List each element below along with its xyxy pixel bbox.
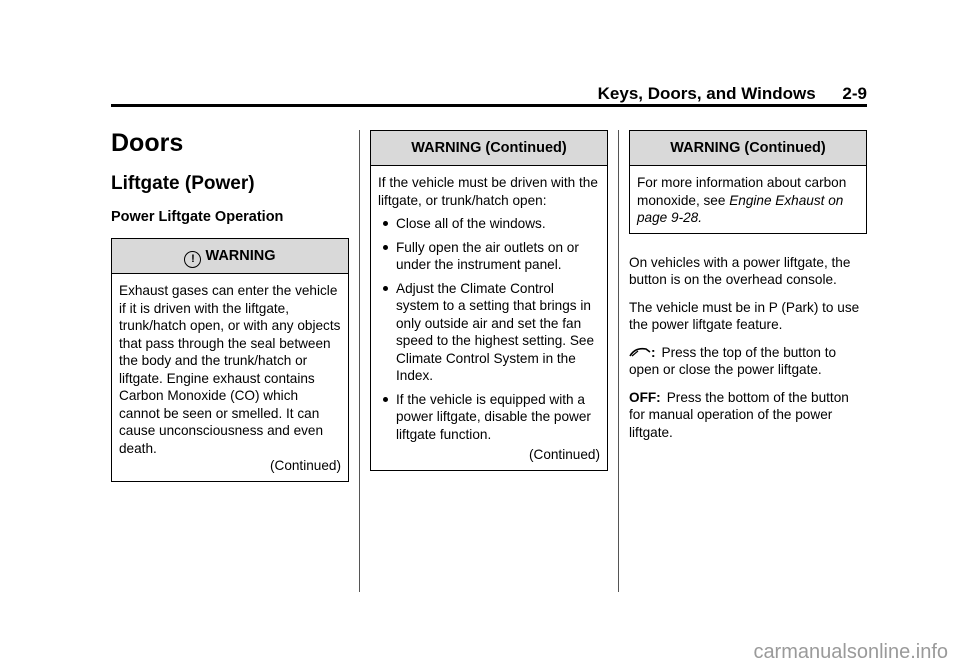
paragraph-off-button	[629, 389, 867, 442]
list-item: Close all of the windows.	[378, 215, 600, 233]
off-button-text: Press the bottom of the button for manual operation of the power liftgate.	[629, 389, 849, 440]
heading-power-liftgate-operation: Power Liftgate Operation	[111, 209, 284, 225]
column-2	[370, 130, 608, 471]
warning-box-2	[370, 130, 608, 471]
paragraph-button-location: On vehicles with a power liftgate, the button is on the overhead console.	[629, 254, 851, 287]
header-rule	[111, 104, 867, 107]
page-number: 2-9	[842, 84, 867, 103]
heading-doors: Doors	[111, 129, 184, 157]
paragraph-park-requirement: The vehicle must be in P (Park) to use the power liftgate feature.	[629, 299, 860, 332]
warning-box-1-text: Exhaust gases can enter the vehicle if it is driven with the liftgate, trunk/hatch open, or with any objects that pass through the seal between the body and the trunk/hatch or liftgate. Engine exhaust contains Carbon Monoxide (CO) which cannot be seen or smelled. It can cause unconsciousness and even death.	[119, 283, 341, 456]
watermark: carmanualsonline.info	[753, 641, 948, 663]
heading-liftgate-power: Liftgate (Power)	[111, 173, 255, 194]
column-divider-1	[359, 130, 360, 592]
cross-reference-link: Engine Exhaust on page 9-28.	[637, 192, 844, 225]
warning-box-1-title: WARNING	[205, 248, 276, 264]
warning-box-2-header: WARNING (Continued)	[371, 131, 607, 166]
warning-box-2-list	[378, 215, 600, 443]
warning-box-3	[629, 130, 867, 234]
list-item: Adjust the Climate Control system to a setting that brings in only outside air and set the fan speed to the highest setting. See Climate Control System in the Index.	[378, 280, 600, 385]
off-label: OFF:	[629, 389, 661, 405]
column-1	[111, 120, 349, 482]
paragraph-liftgate-button	[629, 344, 867, 379]
warning-box-1-continued: (Continued)	[269, 458, 341, 473]
liftgate-icon-label: :	[651, 344, 656, 360]
liftgate-button-text: Press the top of the button to open or close the power liftgate.	[629, 344, 837, 377]
section-title: Keys, Doors, and Windows	[597, 84, 816, 103]
warning-box-1-header	[112, 239, 348, 274]
warning-icon: !	[184, 251, 201, 268]
page-header	[111, 82, 867, 106]
warning-box-2-intro: If the vehicle must be driven with the liftgate, or trunk/hatch open:	[378, 175, 598, 208]
warning-box-3-text	[637, 174, 859, 227]
warning-box-2-continued: (Continued)	[528, 447, 600, 462]
column-3	[629, 130, 867, 451]
warning-box-3-header: WARNING (Continued)	[630, 131, 866, 166]
column-divider-2	[618, 130, 619, 592]
liftgate-icon	[629, 346, 651, 358]
list-item: Fully open the air outlets on or under the instrument panel.	[378, 239, 600, 274]
list-item: If the vehicle is equipped with a power liftgate, disable the power liftgate function.	[378, 391, 600, 444]
warning-box-1	[111, 238, 349, 482]
warning-box-3-text-prefix: For more information about carbon monoxide, see	[637, 175, 847, 208]
